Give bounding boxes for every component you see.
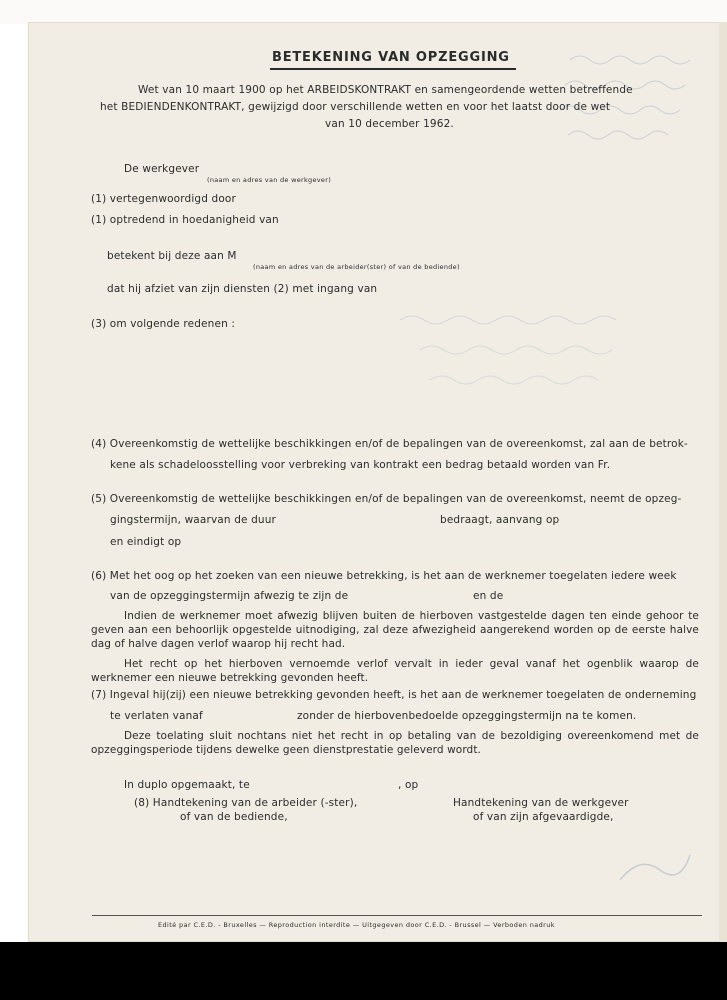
clause-6-line-2b: en de [473, 590, 504, 602]
clause-6-paragraph-3: Het recht op het hierboven vernoemde verlof vervalt in ieder geval vanaf het ogenblik waarop de werknemer een nieuwe betrekking gevonden heeft. [91, 658, 699, 684]
scan-top-margin [0, 0, 727, 24]
clause-6-line-1: (6) Met het oog op het zoeken van een nieuwe betrekking, is het aan de werknemer toegelaten iedere week [91, 570, 677, 582]
label-redenen: (3) om volgende redenen : [91, 318, 236, 330]
clause-5-line-1: (5) Overeenkomstig de wettelijke beschikkingen en/of de bepalingen van de overeenkomst, neemt de opzeg- [91, 493, 682, 505]
footer-text: Edité par C.E.D. - Bruxelles — Reproduction interdite — Uitgegeven door C.E.D. - Brussel — Verboden nadruk [158, 921, 555, 929]
clause-5-line-3: en eindigt op [110, 536, 182, 548]
pencil-handwriting-middle [400, 300, 700, 410]
label-op: , op [398, 779, 419, 791]
clause-5-line-2a: gingstermijn, waarvan de duur [110, 514, 276, 526]
label-duplo: In duplo opgemaakt, te [124, 779, 250, 791]
clause-6-paragraph-2: Indien de werknemer moet afwezig blijven buiten de hierboven vastgestelde dagen ten einde gehoor te geven aan een behoorlijk opgestelde uitnodiging, zal deze afwezigheid aangerekend worden op de eerste halve dag of halve dagen verlof waarop hij recht had. [91, 610, 699, 650]
page-edge [719, 22, 727, 942]
clause-4-line-1: (4) Overeenkomstig de wettelijke beschikkingen en/of de bepalingen van de overeenkomst, zal aan de betrok- [91, 438, 688, 450]
clause-4-line-2: kene als schadeloosstelling voor verbreking van kontrakt een bedrag betaald worden van Fr. [110, 459, 611, 471]
document-title: BETEKENING VAN OPZEGGING [272, 50, 510, 65]
label-betekent: betekent bij deze aan M [107, 250, 237, 262]
clause-7-line-1: (7) Ingeval hij(zij) een nieuwe betrekking gevonden heeft, is het aan de werknemer toegelaten de onderneming [91, 689, 697, 701]
signature-worker-line-1: (8) Handtekening van de arbeider (-ster), [134, 797, 358, 809]
clause-6-line-2a: van de opzeggingstermijn afwezig te zijn de [110, 590, 349, 602]
clause-7-line-2b: zonder de hierbovenbedoelde opzeggingstermijn na te komen. [297, 710, 637, 722]
clause-7-paragraph-2: Deze toelating sluit nochtans niet het recht in op betaling van de bezoldiging overeenkomend met de opzeggingsperiode tijdens dewelke geen dienstprestatie geleverd wordt. [91, 730, 699, 756]
clause-7-line-2a: te verlaten vanaf [110, 710, 203, 722]
pencil-mark [615, 850, 695, 890]
label-optredend: (1) optredend in hoedanigheid van [91, 214, 279, 226]
title-underline [270, 68, 516, 70]
signature-worker-line-2: of van de bediende, [180, 811, 288, 823]
clause-5-line-2b: bedraagt, aanvang op [440, 514, 560, 526]
pencil-handwriting [560, 40, 720, 160]
signature-employer-line-2: of van zijn afgevaardigde, [473, 811, 614, 823]
label-afziet: dat hij afziet van zijn diensten (2) met ingang van [107, 283, 378, 295]
scan-bottom-border [0, 942, 727, 1000]
footer-rule [92, 915, 702, 916]
intro-line-1: Wet van 10 maart 1900 op het ARBEIDSKONTRAKT en samengeordende wetten betreffende [138, 84, 633, 96]
signature-employer-line-1: Handtekening van de werkgever [453, 797, 629, 809]
label-vertegenwoordigd: (1) vertegenwoordigd door [91, 193, 236, 205]
intro-line-2: het BEDIENDENKONTRAKT, gewijzigd door verschillende wetten en voor het laatst door de wet [100, 101, 611, 113]
label-werkgever: De werkgever [124, 163, 200, 175]
hint-werknemer: (naam en adres van de arbeider(ster) of van de bediende) [253, 263, 460, 271]
intro-line-3: van 10 december 1962. [325, 118, 454, 130]
hint-werkgever: (naam en adres van de werkgever) [207, 176, 332, 184]
